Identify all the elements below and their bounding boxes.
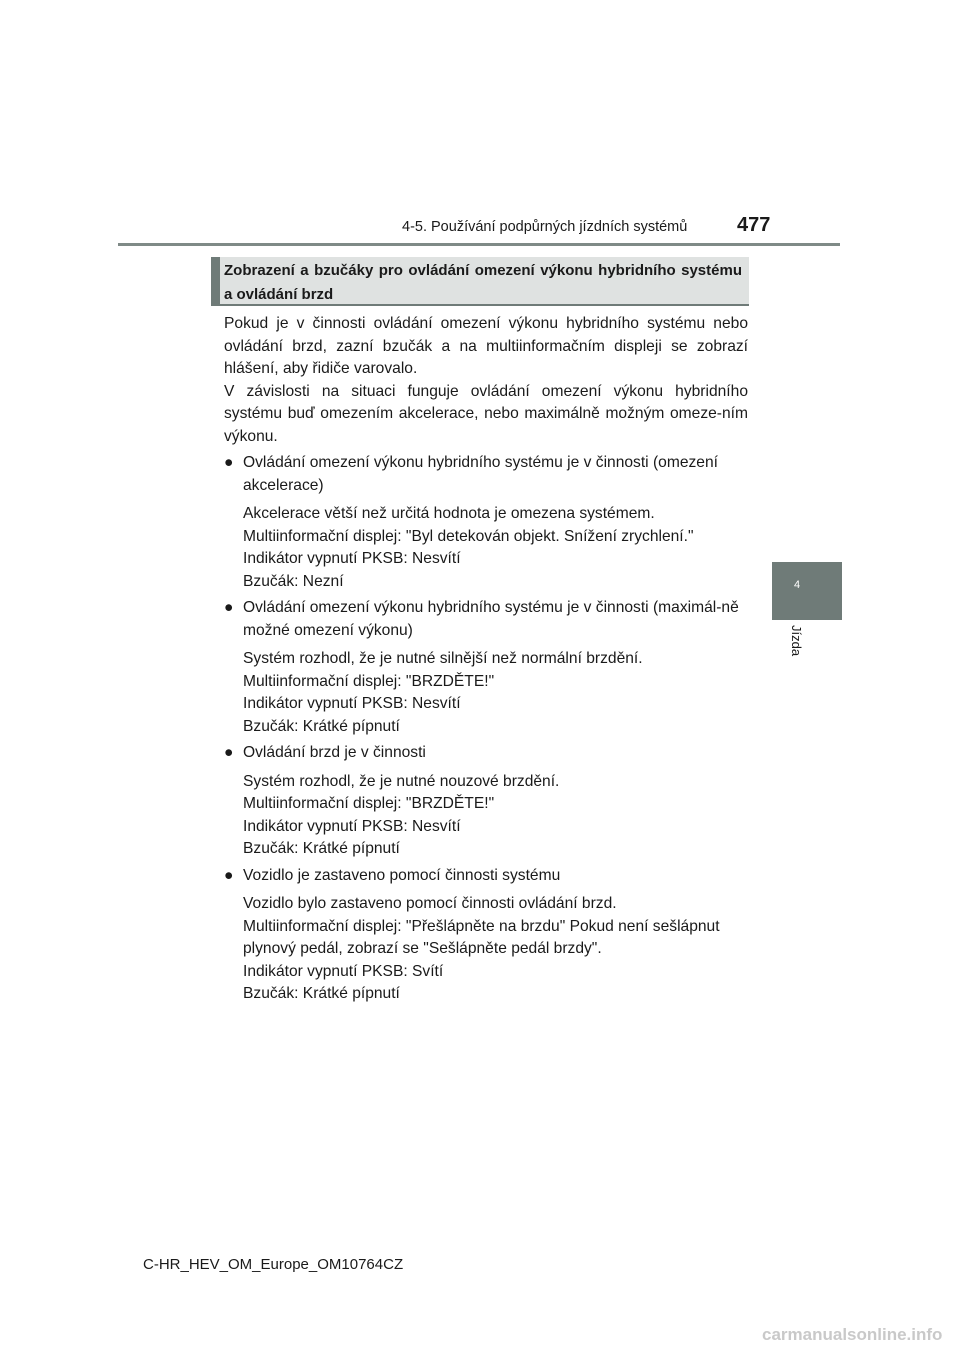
detail-line: Multiinformační displej: "Byl detekován objekt. Snížení zrychlení." — [243, 527, 694, 545]
bullet-title: Ovládání omezení výkonu hybridního systému je v činnosti (omezení akcelerace) — [243, 454, 718, 494]
bullet-details — [224, 503, 748, 593]
detail-line: Systém rozhodl, že je nutné nouzové brzdění. — [243, 772, 560, 790]
detail-line: Multiinformační displej: "Přešlápněte na brzdu" Pokud není sešlápnut plynový pedál, zobrazí se "Sešlápněte pedál brzdy". — [243, 917, 720, 957]
chapter-label-text: Jízda — [789, 625, 804, 657]
detail-line: Multiinformační displej: "BRZDĚTE!" — [243, 795, 495, 812]
detail-line: Indikátor vypnutí PKSB: Nesvítí — [243, 817, 461, 835]
bullet-title: Ovládání omezení výkonu hybridního systému je v činnosti (maximál-ně možné omezení výkonu) — [243, 599, 739, 639]
detail-line: Bzučák: Krátké pípnutí — [243, 840, 400, 857]
page-number: 477 — [737, 214, 771, 236]
detail-line: Indikátor vypnutí PKSB: Nesvítí — [243, 695, 461, 712]
bullet-details — [224, 648, 748, 738]
chapter-number: 4 — [794, 579, 801, 591]
chapter-label — [790, 625, 804, 665]
header-section-ref: 4-5. Používání podpůrných jízdních systémů — [402, 219, 688, 235]
document-code: C-HR_HEV_OM_Europe_OM10764CZ — [143, 1256, 404, 1273]
watermark: carmanualsonline.info — [762, 1325, 943, 1344]
section-heading-underline — [211, 304, 749, 306]
detail-line: Bzučák: Krátké pípnutí — [243, 717, 400, 735]
detail-line: Indikátor vypnutí PKSB: Svítí — [243, 962, 444, 980]
detail-line: Systém rozhodl, že je nutné silnější než normální brzdění. — [243, 650, 643, 667]
chapter-tab — [772, 562, 842, 620]
bullet-item — [224, 597, 748, 642]
bullet-dot-icon: ● — [224, 866, 234, 884]
bullet-item — [224, 452, 748, 497]
detail-line: Bzučák: Nezní — [243, 572, 344, 590]
bullet-title: Ovládání brzd je v činnosti — [243, 744, 426, 761]
detail-line: Bzučák: Krátké pípnutí — [243, 985, 400, 1002]
bullet-details — [224, 893, 748, 1006]
header-divider — [118, 243, 840, 246]
bullet-dot-icon: ● — [224, 744, 234, 761]
detail-line: Multiinformační displej: "BRZDĚTE!" — [243, 672, 495, 690]
intro-paragraph-2: V závislosti na situaci funguje ovládání omezení výkonu hybridního systému buď omezením akcelerace, nebo maximálně možným omeze-ním výkonu. — [224, 382, 748, 445]
section-title: Zobrazení a bzučáky pro ovládání omezení výkonu hybridního systému a ovládání brzd — [224, 262, 742, 303]
detail-line: Indikátor vypnutí PKSB: Nesvítí — [243, 550, 461, 567]
intro-paragraph-1: Pokud je v činnosti ovládání omezení výkonu hybridního systému nebo ovládání brzd, zazní bzučák a na multiinformačním displeji se zobrazí hlášení, aby řidiče varovalo. — [224, 315, 748, 377]
bullet-item — [224, 742, 748, 765]
body-content — [224, 313, 748, 1006]
bullet-dot-icon: ● — [224, 599, 234, 616]
bullet-item — [224, 865, 748, 888]
bullet-dot-icon: ● — [224, 454, 234, 471]
bullet-details — [224, 771, 748, 861]
bullet-title: Vozidlo je zastaveno pomocí činnosti systému — [243, 866, 561, 884]
detail-line: Akcelerace větší než určitá hodnota je omezena systémem. — [243, 505, 655, 522]
detail-line: Vozidlo bylo zastaveno pomocí činnosti ovládání brzd. — [243, 895, 617, 912]
